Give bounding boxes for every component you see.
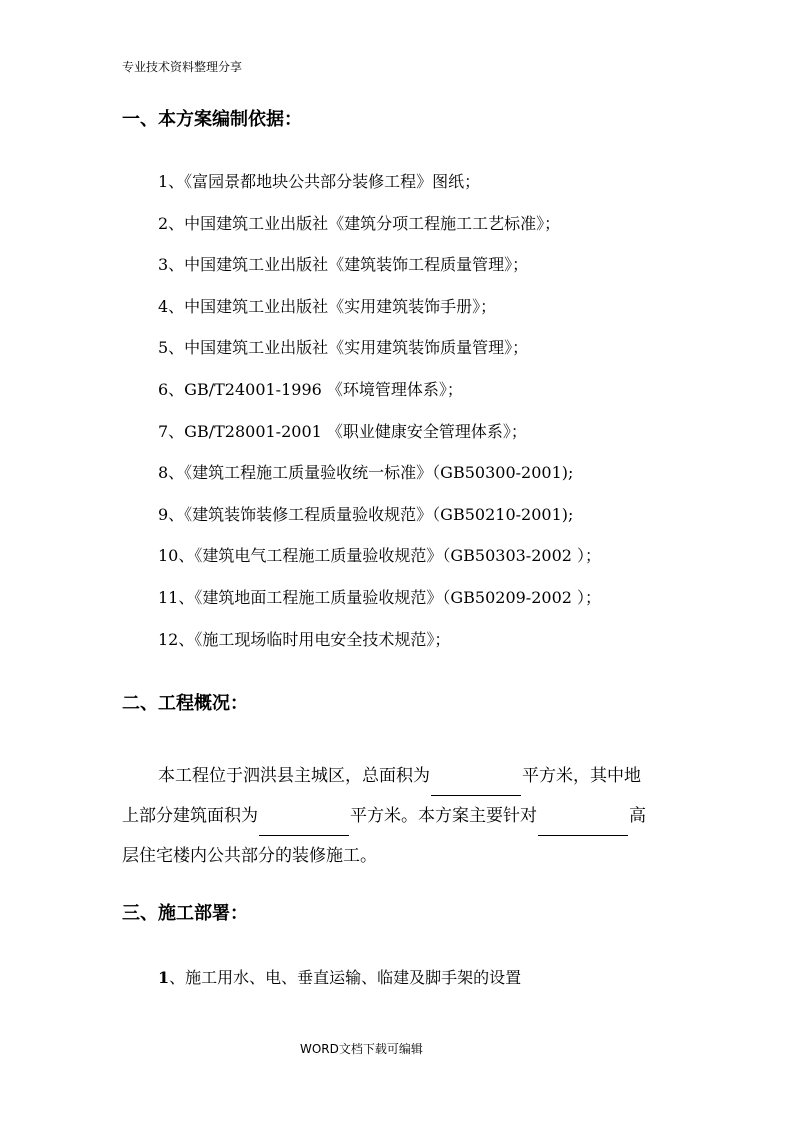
list-item: 10、《建筑电气工程施工质量验收规范》（GB50303-2002 ）； [158, 546, 602, 566]
overview-text: 高 [629, 806, 646, 826]
section-heading-deployment: 三、施工部署： [122, 903, 248, 924]
overview-paragraph [122, 756, 684, 876]
blank-target [538, 811, 628, 836]
list-item: 7、GB/T28001-2001 《职业健康安全管理体系》； [158, 421, 527, 441]
list-item: 6、GB/T24001-1996 《环境管理体系》； [158, 379, 463, 399]
list-item: 9、《建筑装饰装修工程质量验收规范》（GB50210-2001); [158, 504, 574, 524]
overview-text: 上部分建筑面积为 [122, 806, 258, 826]
subsection-text: 、施工用水、电、垂直运输、临建及脚手架的设置 [169, 968, 522, 987]
basis-list [158, 172, 601, 671]
footer-note: WORD文档下载可编辑 [300, 1042, 423, 1056]
list-item: 4、中国建筑工业出版社《实用建筑装饰手册》； [158, 296, 497, 316]
overview-line-2 [122, 796, 684, 836]
overview-text: 本工程位于泗洪县主城区，总面积为 [158, 766, 430, 786]
subsection-heading [158, 968, 521, 988]
list-item: 5、中国建筑工业出版社《实用建筑装饰质量管理》； [158, 338, 529, 358]
overview-line-3 [122, 836, 684, 876]
overview-text: 平方米。本方案主要针对 [350, 806, 537, 826]
list-item: 1、《富园景都地块公共部分装修工程》图纸； [158, 172, 481, 191]
section-heading-overview: 二、工程概况： [122, 693, 248, 714]
section-heading-basis: 一、本方案编制依据： [122, 109, 302, 130]
blank-above-ground-area [259, 811, 349, 836]
list-item: 8、《建筑工程施工质量验收统一标准》（GB50300-2001); [158, 463, 574, 483]
list-item: 2、中国建筑工业出版社《建筑分项工程施工工艺标准》； [158, 213, 561, 233]
blank-total-area [431, 771, 521, 796]
subsection-number: 1 [158, 968, 170, 987]
list-item: 12、《施工现场临时用电安全技术规范》； [158, 629, 451, 649]
list-item: 3、中国建筑工业出版社《建筑装饰工程质量管理》； [158, 255, 529, 275]
overview-text: 平方米，其中地 [522, 766, 641, 786]
list-item: 11、《建筑地面工程施工质量验收规范》（GB50209-2002 ）； [158, 587, 602, 607]
overview-line-1 [122, 756, 684, 796]
header-note: 专业技术资料整理分享 [122, 60, 243, 74]
overview-text: 层住宅楼内公共部分的装修施工。 [122, 846, 377, 866]
